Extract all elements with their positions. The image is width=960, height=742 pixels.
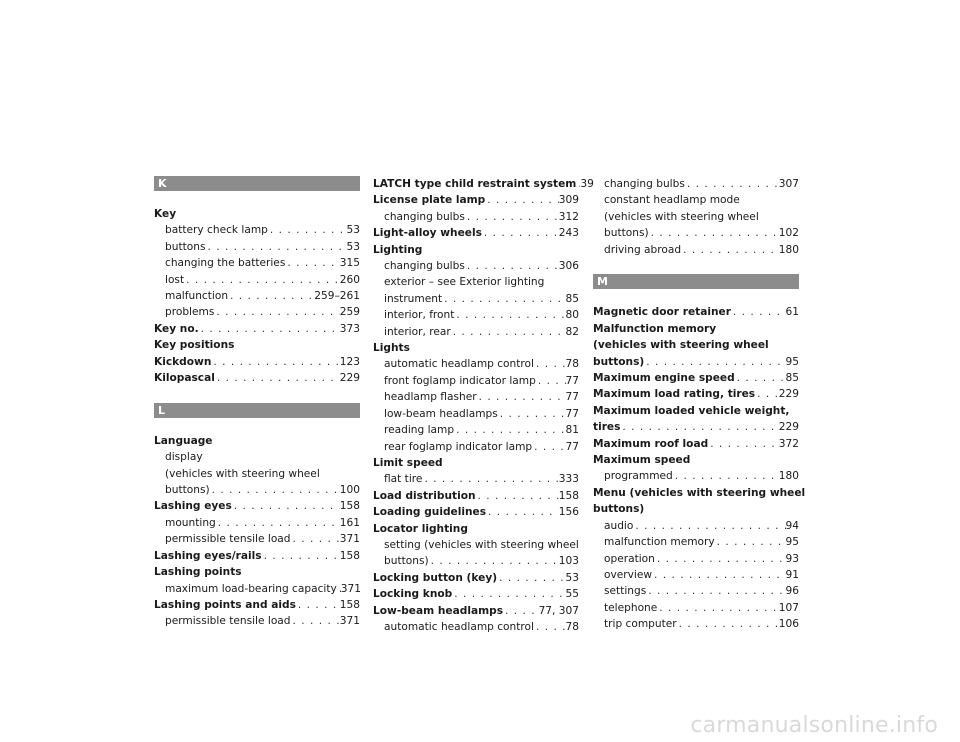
index-term: (vehicles with steering wheel <box>593 339 769 352</box>
index-term: malfunction memory <box>604 536 715 549</box>
dot-leader <box>681 242 779 258</box>
page-number: 95 <box>785 536 799 549</box>
dot-leader <box>485 192 558 208</box>
page-number: 77 <box>565 407 579 420</box>
index-subentry <box>373 537 579 553</box>
page-number: 77 <box>565 374 579 387</box>
index-term: reading lamp <box>384 424 455 437</box>
index-term: display <box>165 451 203 464</box>
index-heading <box>593 304 799 320</box>
index-term: automatic headlamp control <box>384 620 534 633</box>
index-heading <box>373 455 579 471</box>
dot-leader <box>477 389 566 405</box>
index-term: Kilopascal <box>154 372 215 385</box>
dot-leader <box>673 468 779 484</box>
index-heading <box>593 403 799 419</box>
page-number: 307 <box>778 178 799 190</box>
dot-leader <box>731 304 786 320</box>
index-term: Lashing points and aids <box>154 598 296 611</box>
index-term: settings <box>604 585 647 598</box>
dot-leader <box>184 272 340 288</box>
section-letter-l: L <box>154 403 360 418</box>
index-subentry <box>593 567 799 583</box>
page-number: 161 <box>339 516 360 529</box>
dot-leader <box>422 471 558 487</box>
index-heading <box>373 504 579 520</box>
index-term: Maximum load rating, tires <box>593 388 756 401</box>
page-number: 95 <box>785 355 799 368</box>
dot-leader <box>497 570 565 586</box>
index-term: LATCH type child restraint system <box>373 178 577 190</box>
index-term: mounting <box>165 516 216 529</box>
index-term: lost <box>165 273 185 286</box>
index-term: buttons <box>165 240 206 253</box>
index-term: Maximum roof load <box>593 437 709 450</box>
index-term: Low-beam headlamps <box>373 604 504 617</box>
section-spacer <box>593 258 799 274</box>
dot-leader <box>708 436 779 452</box>
index-term: changing the batteries <box>165 257 286 270</box>
index-subentry <box>154 239 360 255</box>
index-subentry <box>373 439 579 455</box>
page-number: 78 <box>565 358 579 371</box>
dot-leader <box>216 515 340 531</box>
index-term: Language <box>154 434 213 447</box>
index-heading <box>593 452 799 468</box>
index-heading <box>154 564 360 580</box>
index-term: buttons) <box>604 227 649 240</box>
dot-leader <box>291 531 340 547</box>
index-heading <box>373 488 579 504</box>
dot-leader <box>429 553 559 569</box>
index-term: Locking button (key) <box>373 571 498 584</box>
dot-leader <box>657 600 778 616</box>
dot-leader <box>735 370 786 386</box>
page-number: 372 <box>778 437 799 450</box>
index-subentry <box>154 272 360 288</box>
index-term: Lashing eyes <box>154 500 232 513</box>
index-term: Locking knob <box>373 588 453 601</box>
index-term: Loading guidelines <box>373 506 487 519</box>
page-number: 123 <box>339 355 360 368</box>
dot-leader <box>644 354 785 370</box>
page-number: 94 <box>785 519 799 532</box>
dot-leader <box>536 373 566 389</box>
index-term: setting (vehicles with steering wheel <box>384 538 579 551</box>
index-term: Light-alloy wheels <box>373 227 482 240</box>
page-number: 80 <box>565 309 579 322</box>
index-term: automatic headlamp control <box>384 358 534 371</box>
index-subentry <box>154 581 360 597</box>
index-term: maximum load-bearing capacity <box>165 582 337 595</box>
dot-leader <box>655 551 786 567</box>
page-number: 55 <box>565 588 579 601</box>
index-term: buttons) <box>593 503 645 516</box>
index-column-3 <box>593 176 806 633</box>
page-number: 158 <box>339 549 360 562</box>
page-number: 77 <box>565 440 579 453</box>
index-term: Key no. <box>154 322 199 335</box>
page-number: 371 <box>339 615 360 628</box>
page-number: 53 <box>565 571 579 584</box>
page-number: 180 <box>778 243 799 256</box>
page-number: 158 <box>339 598 360 611</box>
dot-leader <box>268 222 347 238</box>
index-heading <box>154 206 360 222</box>
index-subentry <box>593 468 799 484</box>
page-number: 61 <box>785 306 799 319</box>
dot-leader <box>452 586 565 602</box>
index-subentry <box>593 209 799 225</box>
index-subentry <box>373 471 579 487</box>
dot-leader <box>498 406 566 422</box>
index-subentry <box>373 422 579 438</box>
page-number: 107 <box>778 601 799 614</box>
page-number: 103 <box>558 555 579 568</box>
page-number: 102 <box>778 227 799 240</box>
page-number: 82 <box>565 325 579 338</box>
index-term: Lashing eyes/rails <box>154 549 262 562</box>
index-term: interior, front <box>384 309 455 322</box>
index-term: Lighting <box>373 243 423 256</box>
page-number: 53 <box>346 240 360 253</box>
page-number: 156 <box>558 506 579 519</box>
dot-leader <box>532 439 565 455</box>
index-subentry <box>373 406 579 422</box>
index-term: (vehicles with steering wheel <box>165 467 320 480</box>
index-subentry <box>154 255 360 271</box>
index-term: rear foglamp indicator lamp <box>384 440 533 453</box>
dot-leader <box>211 354 339 370</box>
index-subentry <box>593 616 799 632</box>
index-term: changing bulbs <box>384 210 465 223</box>
index-subentry <box>373 356 579 372</box>
index-term: (vehicles with steering wheel <box>604 210 759 223</box>
index-heading <box>593 321 799 337</box>
index-heading <box>154 597 360 613</box>
page-number: 229 <box>778 421 799 434</box>
dot-leader <box>454 422 565 438</box>
index-heading <box>373 192 579 208</box>
index-heading <box>154 321 360 337</box>
index-term: changing bulbs <box>604 178 685 190</box>
index-heading <box>593 485 806 501</box>
dot-leader <box>715 534 786 550</box>
page-number: 158 <box>339 500 360 513</box>
page-number: 77, 307 <box>538 604 579 617</box>
dot-leader <box>482 225 559 241</box>
page-number: 259–261 <box>314 290 360 303</box>
index-term: driving abroad <box>604 243 682 256</box>
index-subentry <box>593 583 799 599</box>
dot-leader <box>534 619 566 635</box>
index-heading <box>154 548 360 564</box>
index-term: overview <box>604 568 653 581</box>
page-number: 229 <box>339 372 360 385</box>
page-number: 158 <box>558 489 579 502</box>
dot-leader <box>486 504 559 520</box>
index-term: Lights <box>373 342 410 355</box>
index-heading <box>373 340 579 356</box>
dot-leader <box>646 583 785 599</box>
index-subentry <box>373 307 579 323</box>
index-term: telephone <box>604 601 658 614</box>
dot-leader <box>214 304 339 320</box>
index-subentry <box>593 192 799 208</box>
page-number: 85 <box>785 372 799 385</box>
dot-leader <box>232 498 340 514</box>
index-subentry <box>154 515 360 531</box>
page-number: 229 <box>778 388 799 401</box>
index-column-1 <box>154 176 360 630</box>
dot-leader <box>451 324 566 340</box>
page-number: 333 <box>558 473 579 486</box>
index-subentry <box>154 466 360 482</box>
page-number: 309 <box>558 194 579 207</box>
index-term: Kickdown <box>154 355 212 368</box>
index-subentry <box>373 373 579 389</box>
index-term: Menu (vehicles with steering wheel <box>593 486 806 499</box>
index-column-2 <box>373 176 594 635</box>
dot-leader <box>652 567 785 583</box>
page-number: 260 <box>339 273 360 286</box>
dot-leader <box>633 518 785 534</box>
dot-leader <box>296 597 340 613</box>
index-heading <box>593 354 799 370</box>
index-term: tires <box>593 421 621 434</box>
page-number: 53 <box>346 224 360 237</box>
index-heading <box>593 370 799 386</box>
index-heading <box>593 386 799 402</box>
index-subentry <box>154 288 360 304</box>
index-term: buttons) <box>593 355 645 368</box>
index-heading <box>593 436 799 452</box>
dot-leader <box>685 176 779 192</box>
page-number: 78 <box>565 620 579 633</box>
index-heading <box>373 176 594 192</box>
dot-leader <box>199 321 340 337</box>
page-number: 91 <box>785 568 799 581</box>
index-term: audio <box>604 519 634 532</box>
index-term: Malfunction memory <box>593 322 717 335</box>
page-number: 93 <box>785 552 799 565</box>
index-heading <box>593 501 799 517</box>
page-number: 371 <box>340 582 362 595</box>
index-heading <box>154 498 360 514</box>
dot-leader <box>649 225 779 241</box>
index-subentry <box>373 258 579 274</box>
index-heading <box>154 354 360 370</box>
index-term: instrument <box>384 292 443 305</box>
page-number: 100 <box>339 484 360 497</box>
dot-leader <box>503 603 539 619</box>
index-subentry <box>373 553 579 569</box>
index-term: operation <box>604 552 655 565</box>
dot-leader <box>465 258 559 274</box>
index-subentry <box>593 518 799 534</box>
dot-leader <box>476 488 559 504</box>
index-heading <box>154 433 360 449</box>
index-term: malfunction <box>165 290 229 303</box>
dot-leader <box>205 239 346 255</box>
dot-leader <box>677 616 779 632</box>
index-subentry <box>593 551 799 567</box>
index-subentry <box>593 176 799 192</box>
index-term: buttons) <box>165 484 210 497</box>
index-heading <box>373 570 579 586</box>
index-heading <box>373 603 579 619</box>
index-term: Magnetic door retainer <box>593 306 731 319</box>
index-term: buttons) <box>384 555 429 568</box>
index-heading <box>593 419 799 435</box>
index-term: changing bulbs <box>384 260 465 273</box>
index-term: Load distribution <box>373 489 476 502</box>
page-number: 243 <box>558 227 579 240</box>
page-number: 373 <box>339 322 360 335</box>
page-number: 81 <box>565 424 579 437</box>
index-subentry <box>373 209 579 225</box>
index-subentry <box>154 482 360 498</box>
dot-leader <box>291 613 340 629</box>
page-number: 315 <box>339 257 360 270</box>
section-letter-m: M <box>593 274 799 289</box>
index-term: Lashing points <box>154 566 242 579</box>
page-number: 96 <box>785 585 799 598</box>
index-term: permissible tensile load <box>165 615 291 628</box>
watermark: carmanualsonline.info <box>690 713 938 738</box>
index-subentry <box>373 324 579 340</box>
index-term: Maximum loaded vehicle weight, <box>593 404 790 417</box>
dot-leader <box>465 209 559 225</box>
index-subentry <box>593 534 799 550</box>
index-subentry <box>593 600 799 616</box>
index-subentry <box>373 274 579 290</box>
index-term: headlamp flasher <box>384 391 477 404</box>
index-subentry <box>373 291 579 307</box>
index-term: interior, rear <box>384 325 451 338</box>
index-heading <box>373 225 579 241</box>
dot-leader <box>534 356 566 372</box>
index-term: Locator lighting <box>373 522 468 535</box>
page-number: 39 <box>580 178 594 190</box>
index-subentry <box>154 449 360 465</box>
index-term: battery check lamp <box>165 224 268 237</box>
index-term: Limit speed <box>373 456 443 469</box>
dot-leader <box>210 482 340 498</box>
index-subentry <box>373 389 579 405</box>
index-term: low-beam headlamps <box>384 407 498 420</box>
index-heading <box>593 337 799 353</box>
index-term: Maximum speed <box>593 454 691 467</box>
index-subentry <box>154 304 360 320</box>
index-heading <box>154 337 360 353</box>
section-spacer <box>154 386 360 402</box>
index-subentry <box>593 225 799 241</box>
page-number: 312 <box>558 210 579 223</box>
dot-leader <box>215 370 340 386</box>
index-term: problems <box>165 306 215 319</box>
dot-leader <box>755 386 779 402</box>
page-number: 77 <box>565 391 579 404</box>
dot-leader <box>262 548 340 564</box>
index-subentry <box>593 242 799 258</box>
index-term: Key <box>154 208 177 220</box>
index-subentry <box>154 613 360 629</box>
index-term: License plate lamp <box>373 194 486 207</box>
page-number: 85 <box>565 292 579 305</box>
dot-leader <box>228 288 314 304</box>
page-number: 180 <box>778 470 799 483</box>
index-term: Key positions <box>154 339 235 352</box>
index-subentry <box>373 619 579 635</box>
index-subentry <box>154 222 360 238</box>
index-heading <box>373 521 579 537</box>
dot-leader <box>285 255 339 271</box>
page-number: 306 <box>558 260 579 273</box>
section-letter-k: K <box>154 176 360 191</box>
dot-leader <box>454 307 565 323</box>
index-term: flat tire <box>384 473 423 486</box>
index-heading <box>373 242 579 258</box>
index-heading <box>154 370 360 386</box>
index-term: trip computer <box>604 618 677 631</box>
dot-leader <box>620 419 778 435</box>
index-subentry <box>154 531 360 547</box>
index-heading <box>373 586 579 602</box>
index-term: exterior – see Exterior lighting <box>384 276 545 289</box>
page-number: 371 <box>339 533 360 546</box>
index-term: programmed <box>604 470 673 483</box>
index-term: constant headlamp mode <box>604 194 740 207</box>
index-term: Maximum engine speed <box>593 372 735 385</box>
index-term: permissible tensile load <box>165 533 291 546</box>
dot-leader <box>442 291 565 307</box>
index-term: front foglamp indicator lamp <box>384 374 536 387</box>
page-number: 106 <box>778 618 799 631</box>
page-number: 259 <box>339 306 360 319</box>
